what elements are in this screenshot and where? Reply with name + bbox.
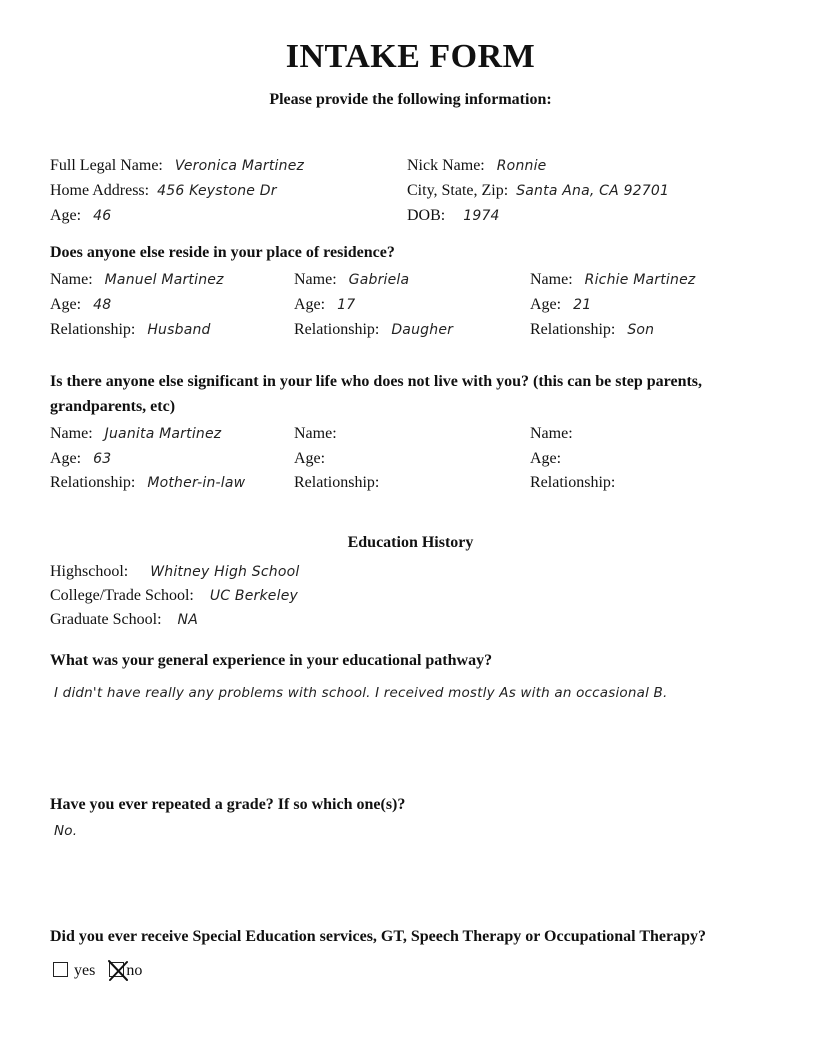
age-row	[50, 207, 111, 225]
address-value[interactable]: 456 Keystone Dr	[157, 183, 277, 199]
resident-age-value[interactable]: 21	[573, 297, 592, 313]
special-services-options	[53, 962, 142, 980]
highschool-row	[50, 563, 299, 581]
highschool-label: Highschool:	[50, 563, 129, 580]
significant-age-value[interactable]: 63	[93, 451, 112, 467]
graduate-value[interactable]: NA	[177, 612, 198, 628]
resident-name-value[interactable]: Manuel Martinez	[104, 272, 224, 288]
address-row	[50, 182, 277, 200]
college-label: College/Trade School:	[50, 587, 194, 604]
significant-name-label: Name:	[294, 425, 337, 442]
resident-name-value[interactable]: Gabriela	[348, 272, 410, 288]
resident-relationship-label: Relationship:	[50, 321, 136, 338]
resident-age-label: Age:	[50, 296, 82, 313]
full-name-row	[50, 157, 304, 175]
significant-1-relationship-row	[50, 474, 245, 492]
significant-age-label: Age:	[50, 450, 82, 467]
resident-relationship-value[interactable]: Husband	[147, 322, 211, 338]
resident-age-label: Age:	[294, 296, 326, 313]
experience-answer[interactable]: I didn't have really any problems with school. I received mostly As with an occasional B.	[54, 685, 668, 701]
age-label: Age:	[50, 207, 82, 224]
significant-question-line1: Is there anyone else significant in your life who does not live with you? (this can be step parents,	[50, 373, 703, 390]
significant-3-age-row	[530, 450, 569, 468]
full-name-label: Full Legal Name:	[50, 157, 163, 174]
significant-relationship-label: Relationship:	[530, 474, 616, 491]
significant-2-name-row	[294, 425, 345, 443]
resident-name-label: Name:	[530, 271, 573, 288]
resident-relationship-label: Relationship:	[294, 321, 380, 338]
page-subtitle: Please provide the following information:	[269, 91, 552, 108]
yes-checkbox[interactable]	[53, 962, 68, 977]
education-section-title: Education History	[347, 534, 474, 551]
resident-age-value[interactable]: 17	[337, 297, 356, 313]
resident-2-relationship-row	[294, 321, 453, 339]
graduate-row	[50, 611, 198, 629]
resident-relationship-value[interactable]: Daugher	[391, 322, 454, 338]
residents-question: Does anyone else reside in your place of residence?	[50, 244, 395, 261]
yes-option[interactable]	[53, 962, 99, 979]
resident-1-age-row	[50, 296, 111, 314]
dob-label: DOB:	[407, 207, 446, 224]
significant-3-relationship-row	[530, 474, 623, 492]
resident-name-label: Name:	[294, 271, 337, 288]
significant-2-age-row	[294, 450, 333, 468]
graduate-label: Graduate School:	[50, 611, 162, 628]
city-state-zip-row	[407, 182, 669, 200]
no-checkbox[interactable]	[109, 962, 124, 977]
resident-age-value[interactable]: 48	[93, 297, 112, 313]
no-option[interactable]	[109, 962, 142, 979]
college-row	[50, 587, 298, 605]
page-title: INTAKE FORM	[285, 38, 536, 75]
significant-name-label: Name:	[530, 425, 573, 442]
city-state-zip-value[interactable]: Santa Ana, CA 92701	[516, 183, 670, 199]
significant-relationship-label: Relationship:	[50, 474, 136, 491]
checkmark-x-icon	[106, 959, 130, 983]
resident-relationship-label: Relationship:	[530, 321, 616, 338]
resident-3-name-row	[530, 271, 695, 289]
significant-2-relationship-row	[294, 474, 387, 492]
dob-value[interactable]: 1974	[463, 208, 500, 224]
address-label: Home Address:	[50, 182, 150, 199]
nick-name-label: Nick Name:	[407, 157, 485, 174]
significant-relationship-label: Relationship:	[294, 474, 380, 491]
significant-relationship-value[interactable]: Mother-in-law	[147, 475, 246, 491]
resident-2-name-row	[294, 271, 409, 289]
nick-name-value[interactable]: Ronnie	[496, 158, 547, 174]
full-name-value[interactable]: Veronica Martinez	[174, 158, 305, 174]
significant-name-value[interactable]: Juanita Martinez	[104, 426, 222, 442]
significant-question-line2: grandparents, etc)	[50, 398, 176, 415]
resident-name-value[interactable]: Richie Martinez	[584, 272, 696, 288]
resident-1-relationship-row	[50, 321, 211, 339]
city-state-zip-label: City, State, Zip:	[407, 182, 509, 199]
college-value[interactable]: UC Berkeley	[209, 588, 298, 604]
significant-1-name-row	[50, 425, 221, 443]
significant-name-label: Name:	[50, 425, 93, 442]
resident-age-label: Age:	[530, 296, 562, 313]
special-services-question: Did you ever receive Special Education services, GT, Speech Therapy or Occupational Therapy?	[50, 928, 706, 945]
age-value[interactable]: 46	[93, 208, 112, 224]
resident-relationship-value[interactable]: Son	[627, 322, 655, 338]
resident-name-label: Name:	[50, 271, 93, 288]
nick-name-row	[407, 157, 547, 175]
repeated-grade-question: Have you ever repeated a grade? If so which one(s)?	[50, 796, 406, 813]
resident-1-name-row	[50, 271, 224, 289]
significant-3-name-row	[530, 425, 581, 443]
significant-age-label: Age:	[530, 450, 562, 467]
significant-age-label: Age:	[294, 450, 326, 467]
experience-question: What was your general experience in your educational pathway?	[50, 652, 493, 669]
dob-row	[407, 207, 500, 225]
highschool-value[interactable]: Whitney High School	[150, 564, 300, 580]
no-label: no	[126, 962, 143, 979]
yes-label: yes	[74, 962, 96, 979]
resident-3-age-row	[530, 296, 591, 314]
significant-1-age-row	[50, 450, 111, 468]
repeated-grade-answer[interactable]: No.	[54, 823, 78, 839]
resident-2-age-row	[294, 296, 355, 314]
resident-3-relationship-row	[530, 321, 654, 339]
